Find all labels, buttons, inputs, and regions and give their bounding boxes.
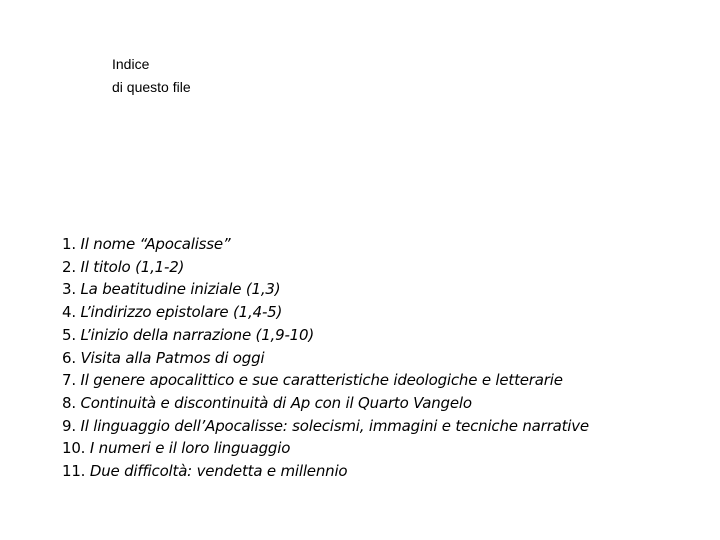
toc-item-text: Il titolo (1,1-2) [80,257,185,276]
toc-item-number: 1. [62,235,76,253]
toc-item-number: 4. [62,303,76,322]
index-subtitle: di questo file [112,79,191,95]
toc-item-number: 3. [62,280,76,299]
toc-item [62,278,712,301]
toc-item [62,437,712,460]
toc-item-text: Il genere apocalittico e sue caratteristiche ideologiche e letterarie [80,371,563,390]
toc-item [62,256,712,279]
toc-item-text: L’indirizzo epistolare (1,4-5) [80,303,283,322]
table-of-contents [62,233,712,483]
toc-item [62,324,712,347]
toc-item [62,415,712,438]
index-title: Indice [112,56,150,72]
toc-item-number: 5. [62,325,76,344]
toc-item [62,347,712,370]
toc-item-text: I numeri e il loro linguaggio [89,439,291,458]
toc-item [62,369,712,392]
index-header [112,53,191,99]
toc-item-number: 9. [62,416,76,435]
toc-item-text: La beatitudine iniziale (1,3) [80,280,281,299]
toc-item-text: Visita alla Patmos di oggi [80,348,265,367]
toc-item-text: L’inizio della narrazione (1,9-10) [80,325,315,344]
toc-item-number: 8. [62,393,76,412]
toc-item-text: Due difficoltà: vendetta e millennio [89,462,348,481]
toc-item-number: 6. [62,348,76,367]
toc-item-number: 7. [62,371,76,390]
toc-item-text: Continuità e discontinuità di Ap con il Quarto Vangelo [80,393,472,412]
toc-item-text: Il linguaggio dell’Apocalisse: solecismi, immagini e tecniche narrative [80,416,589,435]
toc-item-number: 11. [62,462,86,481]
toc-item [62,392,712,415]
toc-item [62,460,712,483]
toc-item-number: 10. [62,439,86,458]
toc-item [62,301,712,324]
toc-item [62,233,712,256]
toc-item-text: Il nome “Apocalisse” [80,235,231,253]
toc-item-number: 2. [62,257,76,276]
